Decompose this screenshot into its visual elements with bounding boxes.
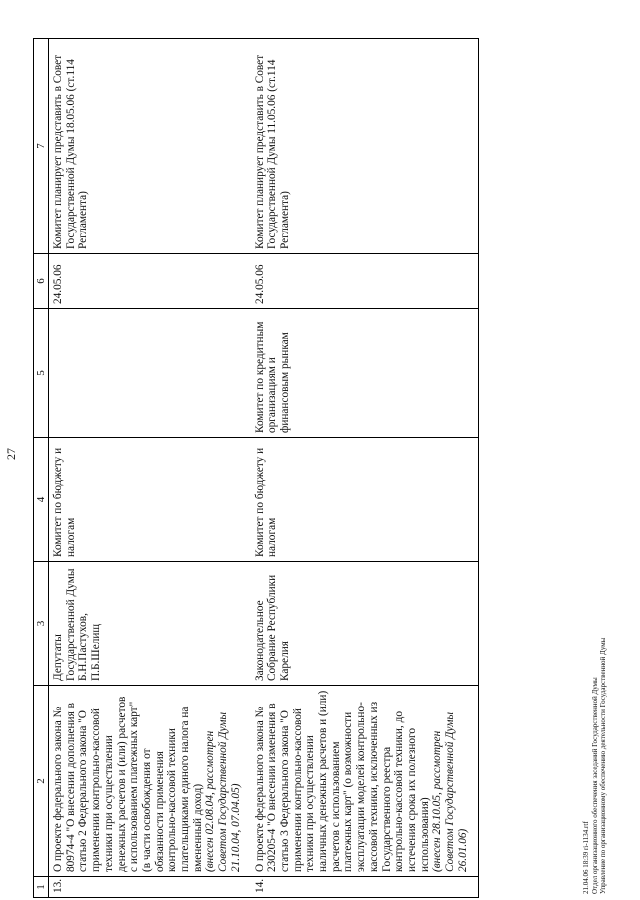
bill-history-note: (внесен 02.08.04, рассмотрен Советом Государственной Думы 21.10.04, 07.04.05) xyxy=(204,711,242,872)
deadline-date: 24.05.06 xyxy=(49,254,251,309)
responsible-committee: Комитет по бюджету и налогам xyxy=(251,438,478,562)
column-number: 4 xyxy=(34,438,49,562)
row-number: 13. xyxy=(49,877,251,898)
column-number: 1 xyxy=(34,877,49,898)
column-number: 5 xyxy=(34,309,49,438)
bill-description xyxy=(251,686,478,877)
column-number: 3 xyxy=(34,562,49,686)
bill-title: О проекте федерального закона № 80974-4 "О внесении дополнения в статью 2 Федерального закона "О применении контрольно-кассовой техники при осуществлении денежных расчетов и (или) расчетов с использованием платежных карт" (в части освобождения от обязанности применения контрольно-кассовой техники плательщиками единого налога на вмененный доход) xyxy=(52,696,204,872)
plan-note: Комитет планирует представить в Совет Государственной Думы 11.05.06 (ст.114 Регламента) xyxy=(251,39,478,254)
column-numbers-row xyxy=(34,39,49,898)
bill-history-note: (внесен 28.10.05, рассмотрен Советом Государственной Думы 26.01.06) xyxy=(431,711,469,872)
bills-table xyxy=(33,38,479,898)
co-executor-committee: Комитет по кредитным организациям и финансовым рынкам xyxy=(251,309,478,438)
page-footer xyxy=(582,638,608,894)
row-number: 14. xyxy=(251,877,478,898)
responsible-committee: Комитет по бюджету и налогам xyxy=(49,438,251,562)
plan-note: Комитет планирует представить в Совет Государственной Думы 18.05.06 (ст.114 Регламента) xyxy=(49,39,251,254)
footer-department: Отдел организационного обеспечения заседаний Государственной Думы xyxy=(590,677,599,894)
table-row xyxy=(251,39,478,898)
footer-directorate: Управление по организационному обеспечению деятельности Государственной Думы xyxy=(599,637,607,894)
bill-description xyxy=(49,686,251,877)
page-number: 27 xyxy=(4,448,18,460)
table-row xyxy=(49,39,251,898)
bill-author: Законодательное Собрание Республики Карелия xyxy=(251,562,478,686)
column-number: 6 xyxy=(34,254,49,309)
column-number: 2 xyxy=(34,686,49,877)
footer-file-info: 21.04.06 18:39 ri-1134.rtf xyxy=(582,821,590,894)
deadline-date: 24.05.06 xyxy=(251,254,478,309)
co-executor-committee xyxy=(49,309,251,438)
column-number: 7 xyxy=(34,39,49,254)
bill-title: О проекте федерального закона № 230205-4 "О внесении изменения в статью 3 Федерального закона "О применении контрольно-кассовой техники при осуществлении наличных денежных расчетов и (или) расчетов с использованием платежных карт" (о возможности эксплуатации моделей контрольно-кассовой техники, исключенных из Государственного реестра контрольно-кассовой техники, до истечения срока их полезного использования) xyxy=(253,690,431,872)
bill-author: Депутаты Государственной Думы Б.Н.Пастухов, П.Б.Шелищ xyxy=(49,562,251,686)
